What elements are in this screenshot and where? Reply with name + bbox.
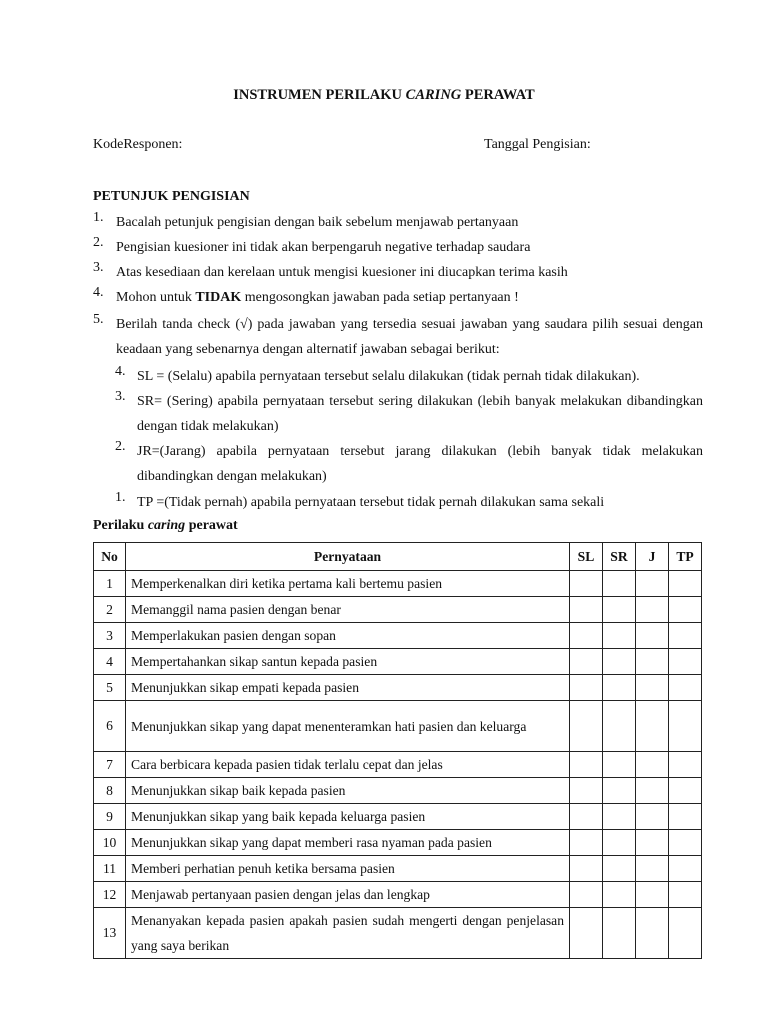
answer-cell-sl[interactable]	[570, 623, 603, 649]
answer-cell-j[interactable]	[636, 804, 669, 830]
header-pernyataan: Pernyataan	[126, 543, 570, 571]
answer-cell-j[interactable]	[636, 623, 669, 649]
row-statement: Menunjukkan sikap yang dapat memberi rasa nyaman pada pasien	[126, 830, 570, 856]
row-number: 7	[94, 752, 126, 778]
answer-cell-sl[interactable]	[570, 856, 603, 882]
answer-cell-tp[interactable]	[669, 908, 702, 959]
header-tp: TP	[669, 543, 702, 571]
row-statement: Memanggil nama pasien dengan benar	[126, 597, 570, 623]
answer-cell-tp[interactable]	[669, 778, 702, 804]
answer-cell-j[interactable]	[636, 882, 669, 908]
table-title: Perilaku caring perawat	[93, 518, 238, 533]
row-number: 5	[94, 675, 126, 701]
table-row	[94, 701, 702, 752]
answer-cell-j[interactable]	[636, 701, 669, 752]
answer-cell-sl[interactable]	[570, 804, 603, 830]
row-number: 8	[94, 778, 126, 804]
answer-cell-tp[interactable]	[669, 804, 702, 830]
answer-cell-j[interactable]	[636, 752, 669, 778]
table-row	[94, 675, 702, 701]
answer-cell-sr[interactable]	[603, 675, 636, 701]
answer-cell-sl[interactable]	[570, 882, 603, 908]
table-row	[94, 649, 702, 675]
answer-cell-sr[interactable]	[603, 597, 636, 623]
answer-cell-sl[interactable]	[570, 752, 603, 778]
row-statement: Menjawab pertanyaan pasien dengan jelas dan lengkap	[126, 882, 570, 908]
answer-cell-tp[interactable]	[669, 701, 702, 752]
answer-cell-j[interactable]	[636, 908, 669, 959]
answer-cell-j[interactable]	[636, 597, 669, 623]
row-number: 13	[94, 908, 126, 959]
row-number: 2	[94, 597, 126, 623]
row-number: 11	[94, 856, 126, 882]
row-statement: Memberi perhatian penuh ketika bersama pasien	[126, 856, 570, 882]
row-number: 9	[94, 804, 126, 830]
row-statement: Memperlakukan pasien dengan sopan	[126, 623, 570, 649]
answer-cell-sl[interactable]	[570, 701, 603, 752]
answer-cell-sr[interactable]	[603, 778, 636, 804]
row-statement: Memperkenalkan diri ketika pertama kali bertemu pasien	[126, 571, 570, 597]
answer-cell-tp[interactable]	[669, 649, 702, 675]
document-title: INSTRUMEN PERILAKU CARING PERAWAT	[233, 87, 535, 103]
table-row	[94, 804, 702, 830]
answer-cell-sr[interactable]	[603, 804, 636, 830]
kode-responden-label: KodeResponen:	[93, 137, 183, 152]
answer-cell-sr[interactable]	[603, 701, 636, 752]
answer-cell-tp[interactable]	[669, 571, 702, 597]
row-number: 12	[94, 882, 126, 908]
table-row	[94, 571, 702, 597]
row-number: 6	[94, 701, 126, 752]
row-statement: Menunjukkan sikap empati kepada pasien	[126, 675, 570, 701]
row-number: 4	[94, 649, 126, 675]
answer-cell-tp[interactable]	[669, 752, 702, 778]
table-row	[94, 752, 702, 778]
answer-cell-tp[interactable]	[669, 623, 702, 649]
table-row	[94, 908, 702, 959]
answer-cell-j[interactable]	[636, 675, 669, 701]
header-sl: SL	[570, 543, 603, 571]
answer-cell-tp[interactable]	[669, 830, 702, 856]
header-sr: SR	[603, 543, 636, 571]
answer-cell-sr[interactable]	[603, 856, 636, 882]
row-number: 10	[94, 830, 126, 856]
table-row	[94, 623, 702, 649]
answer-cell-sr[interactable]	[603, 908, 636, 959]
row-statement: Menunjukkan sikap baik kepada pasien	[126, 778, 570, 804]
answer-cell-sl[interactable]	[570, 597, 603, 623]
table-row	[94, 882, 702, 908]
row-statement: Menunjukkan sikap yang baik kepada keluarga pasien	[126, 804, 570, 830]
answer-cell-j[interactable]	[636, 649, 669, 675]
answer-cell-sr[interactable]	[603, 571, 636, 597]
tanggal-pengisian-label: Tanggal Pengisian:	[484, 137, 591, 152]
answer-cell-sr[interactable]	[603, 623, 636, 649]
answer-cell-j[interactable]	[636, 830, 669, 856]
table-row	[94, 856, 702, 882]
answer-cell-sr[interactable]	[603, 882, 636, 908]
answer-cell-tp[interactable]	[669, 882, 702, 908]
answer-cell-sr[interactable]	[603, 752, 636, 778]
answer-cell-tp[interactable]	[669, 597, 702, 623]
header-j: J	[636, 543, 669, 571]
answer-cell-j[interactable]	[636, 778, 669, 804]
row-statement: Cara berbicara kepada pasien tidak terlalu cepat dan jelas	[126, 752, 570, 778]
row-statement: Mempertahankan sikap santun kepada pasien	[126, 649, 570, 675]
answer-cell-j[interactable]	[636, 856, 669, 882]
table-header-row	[94, 543, 702, 571]
table-row	[94, 778, 702, 804]
answer-cell-sl[interactable]	[570, 649, 603, 675]
questionnaire-table	[93, 542, 702, 959]
answer-cell-j[interactable]	[636, 571, 669, 597]
answer-cell-sl[interactable]	[570, 571, 603, 597]
petunjuk-heading: PETUNJUK PENGISIAN	[93, 189, 250, 204]
row-number: 1	[94, 571, 126, 597]
answer-cell-tp[interactable]	[669, 856, 702, 882]
answer-cell-tp[interactable]	[669, 675, 702, 701]
row-statement: Menanyakan kepada pasien apakah pasien sudah mengerti dengan penjelasan yang saya berikan	[126, 908, 570, 959]
answer-cell-sl[interactable]	[570, 830, 603, 856]
answer-cell-sl[interactable]	[570, 675, 603, 701]
answer-cell-sl[interactable]	[570, 908, 603, 959]
answer-cell-sr[interactable]	[603, 649, 636, 675]
row-number: 3	[94, 623, 126, 649]
header-no: No	[94, 543, 126, 571]
table-row	[94, 830, 702, 856]
answer-cell-sl[interactable]	[570, 778, 603, 804]
document-page: INSTRUMEN PERILAKU CARING PERAWAT KodeResponen: Tanggal Pengisian: PETUNJUK PENGISIAN 1. Bacalah petunjuk pengisian dengan baik sebelum menjawab pertanyaan 2. Pengisian kuesioner ini tidak akan berpengaruh negative terhadap saudara 3. Atas kesediaan dan kerelaan untuk mengisi kuesioner ini diucapkan terima kasih 4. Mohon untuk TIDAK mengosongkan jawaban pada setiap pertanyaan ! 5. Berilah tanda check (√) pada jawaban yang tersedia sesuai jawaban yang saudara pilih sesuai dengan keadaan yang sebenarnya dengan alternatif jawaban sebagai berikut: 4. SL = (Selalu) apabila pernyataan tersebut selalu dilakukan (tidak pernah tidak dilakukan). 3. SR= (Sering) apabila pernyataan tersebut sering dilakukan (lebih banyak melakukan dibandingkan dengan tidak melakukan) 2. JR=(Jarang) apabila pernyataan tersebut jarang dilakukan (lebih banyak tidak melakukan dibandingkan dengan melakukan) 1. TP =(Tidak pernah) apabila pernyataan tersebut tidak pernah dilakukan sama sekali Perilaku caring perawat No Pernyataan SL SR J TP 1 Memperkenalkan diri ketika pertama kali bertemu pasien 2 Memanggil nama pasien dengan benar 3 Memperlakukan pasien dengan sopan 4 Mempertahankan sikap santun kepada pasien 5 Menunjukkan sikap empati kepada pasien 6 Menunjukkan sikap yang dapat menenteramkan hati pasien dan keluarga 7 Cara berbicara kepada pasien tidak terlalu cepat dan jelas 8 Menunjukkan sikap baik kepada pasien 9 Menunjukkan sikap yang baik kepada keluarga pasien 10 Menunjukkan sikap yang dapat memberi rasa nyaman pada pasien 11 Memberi perhatian penuh ketika bersama pasien 12 Menjawab pertanyaan pasien dengan jelas dan lengkap 13 Menanyakan kepada pasien apakah pasien sudah mengerti dengan penjelasan yang saya berikan	[0, 0, 768, 1024]
row-statement: Menunjukkan sikap yang dapat menenteramkan hati pasien dan keluarga	[126, 701, 570, 752]
table-row	[94, 597, 702, 623]
answer-cell-sr[interactable]	[603, 830, 636, 856]
